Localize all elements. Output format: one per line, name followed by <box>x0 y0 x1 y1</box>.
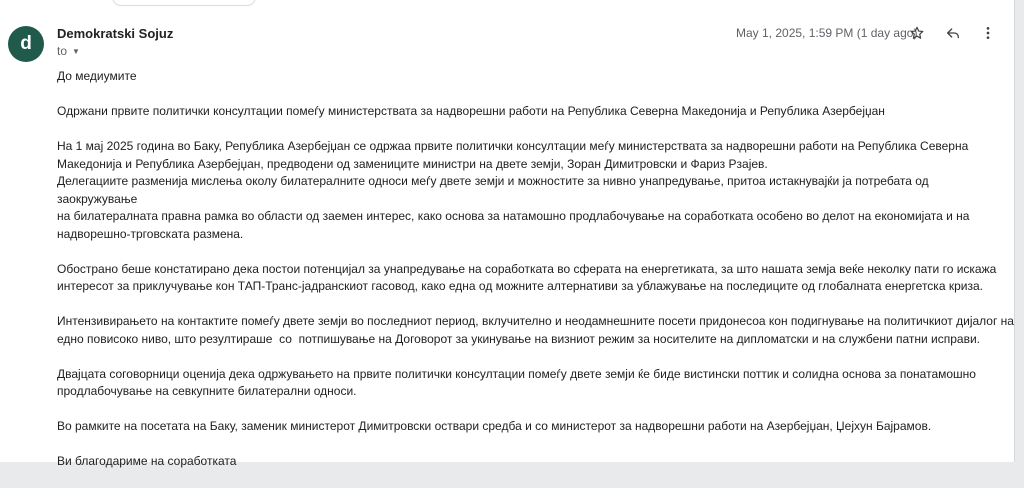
scrollbar-track[interactable] <box>1015 0 1024 462</box>
caret-down-icon: ▼ <box>72 46 80 56</box>
closing-line: Ви благодариме на соработката <box>57 454 237 468</box>
paragraph-line: едно повисоко ниво, што резултираше со потпишување на Договорот за укинување на визниот режим за носителите на дипломатски и на службени патни исправи. <box>57 331 981 346</box>
more-vert-icon <box>980 25 996 41</box>
paragraph-1 <box>57 138 997 243</box>
toolbar-pill[interactable] <box>112 0 256 6</box>
star-icon <box>909 25 925 41</box>
recipient-label: to <box>57 44 68 58</box>
paragraph-2 <box>57 261 997 296</box>
paragraph-line: Македонија и Република Азербејџан, предводени од замениците министри на двете земји, Зоран Димитровски и Фариз Рзајев. <box>57 156 768 171</box>
paragraph-line: На 1 мај 2025 година во Баку, Република Азербејџан се одржаа првите политички консултации меѓу министерствата за надворешни работи на Република Северна <box>57 139 969 153</box>
paragraph-line: интересот за приклучување кон ТАП-Транс-јадранскиот гасовод, како една од можните алтернативи за ублажување на последиците од глобалната енергетска криза. <box>57 279 983 293</box>
paragraph-3 <box>57 313 1014 348</box>
avatar-letter: d <box>20 33 32 54</box>
email-date: May 1, 2025, 1:59 PM (1 day ago) <box>736 26 918 40</box>
paragraph-line: Делегациите разменија мислења околу билатералните односи меѓу двете земји и можностите за нивно унапредување, притоа истакнувајќи ја потребата од заокружување <box>57 174 929 206</box>
paragraph-line: Интензивирањето на контактите помеѓу двете земји во последниот период, вклучително и неодамнешните посети придонесоа кон подигнување на политичкиот дијалог на <box>57 314 1014 328</box>
sender-name[interactable]: Demokratski Sojuz <box>57 26 174 41</box>
reply-icon <box>945 25 961 41</box>
paragraph-line: продлабочување на севкупните билатерални односи. <box>57 384 357 398</box>
recipient-details-toggle[interactable] <box>57 44 80 58</box>
subject-line: Одржани првите политички консултации помеѓу министерствата за надворешни работи на Република Северна Македонија и Република Азербејџан <box>57 104 885 118</box>
more-options-button[interactable] <box>977 22 999 44</box>
paragraph-4 <box>57 366 997 401</box>
reply-button[interactable] <box>942 22 964 44</box>
star-button[interactable] <box>906 22 928 44</box>
paragraph-line: Обострано беше констатирано дека постои потенцијал за унапредување на соработката во сферата на енергетиката, за што нашата земја веќе неколку пати го искажа <box>57 261 997 276</box>
greeting: До медиумите <box>57 69 137 83</box>
paragraph-line: на билатералната правна рамка во области од заемен интерес, како основа за натамошно продлабочување на соработката особено во делот на економијата и на <box>57 209 970 223</box>
paragraph-5: Во рамките на посетата на Баку, заменик министерот Димитровски оствари средба и со министерот за надворешни работи на Азербејџан, Џејхун Бајрамов. <box>57 419 932 433</box>
email-body <box>57 68 1014 488</box>
paragraph-line: Двајцата соговорници оценија дека одржувањето на првите политички консултации помеѓу двете земји ќе биде вистински поттик и солидна основа за понатамошно <box>57 366 976 381</box>
avatar[interactable] <box>8 26 44 62</box>
paragraph-line: надворешно-трговската размена. <box>57 226 244 241</box>
